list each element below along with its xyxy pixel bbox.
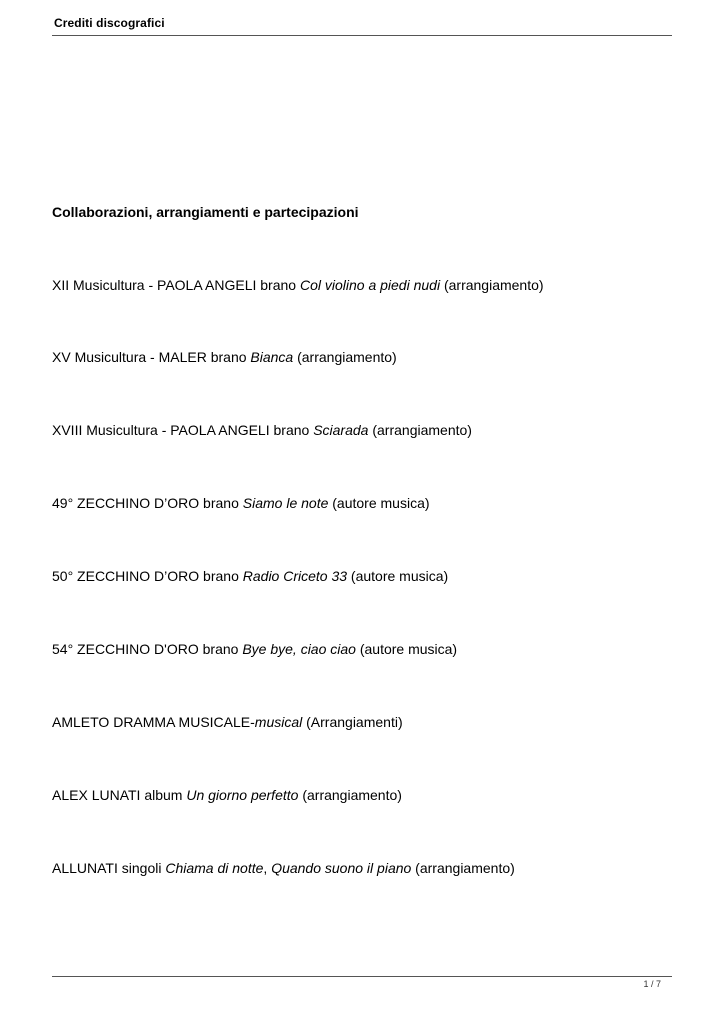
entry-text: XV Musicultura - MALER brano	[52, 349, 251, 365]
entry-title: Radio Criceto 33	[242, 568, 348, 584]
entry-text: ALEX LUNATI album	[52, 787, 187, 803]
entry-title: Sciarada	[313, 422, 369, 438]
credit-entry	[52, 349, 397, 365]
entry-title: Bianca	[250, 349, 294, 365]
section-heading: Collaborazioni, arrangiamenti e partecipazioni	[52, 204, 359, 220]
entry-role: (autore musica)	[347, 568, 449, 584]
credit-entry	[52, 714, 403, 730]
entry-text: 50° ZECCHINO D’ORO brano	[52, 568, 243, 584]
entry-role: (arrangiamento)	[411, 860, 515, 876]
credit-entry	[52, 568, 448, 584]
credit-entry	[52, 641, 457, 657]
entry-text: XII Musicultura - PAOLA ANGELI brano	[52, 277, 300, 293]
entry-role: (arrangiamento)	[293, 349, 397, 365]
footer-divider	[52, 976, 672, 977]
entry-text: ALLUNATI singoli	[52, 860, 166, 876]
page-header-title: Crediti discografici	[54, 16, 165, 30]
entry-title: Siamo le note	[242, 495, 329, 511]
page-number: 1 / 7	[643, 979, 661, 989]
entry-title: Bye bye, ciao ciao	[242, 641, 356, 657]
entry-title: musical	[254, 714, 303, 730]
entry-text: 49° ZECCHINO D’ORO brano	[52, 495, 243, 511]
entry-separator: ,	[263, 860, 272, 876]
entry-role: (arrangiamento)	[440, 277, 544, 293]
entry-title: Chiama di notte	[165, 860, 264, 876]
entry-text: 54° ZECCHINO D'ORO brano	[52, 641, 243, 657]
credit-entry	[52, 495, 430, 511]
entry-title: Un giorno perfetto	[186, 787, 299, 803]
entry-role: (Arrangiamenti)	[302, 714, 403, 730]
header-divider	[52, 35, 672, 36]
entry-title: Col violino a piedi nudi	[299, 277, 441, 293]
credit-entry	[52, 860, 515, 876]
entry-role: (arrangiamento)	[368, 422, 472, 438]
entry-text: XVIII Musicultura - PAOLA ANGELI brano	[52, 422, 314, 438]
credit-entry	[52, 277, 544, 293]
entry-role: (autore musica)	[328, 495, 430, 511]
entry-role: (arrangiamento)	[298, 787, 402, 803]
entry-title-second: Quando suono il piano	[271, 860, 412, 876]
entry-text: AMLETO DRAMMA MUSICALE-	[52, 714, 255, 730]
entry-role: (autore musica)	[355, 641, 458, 657]
credit-entry	[52, 422, 472, 438]
credit-entry	[52, 787, 402, 803]
